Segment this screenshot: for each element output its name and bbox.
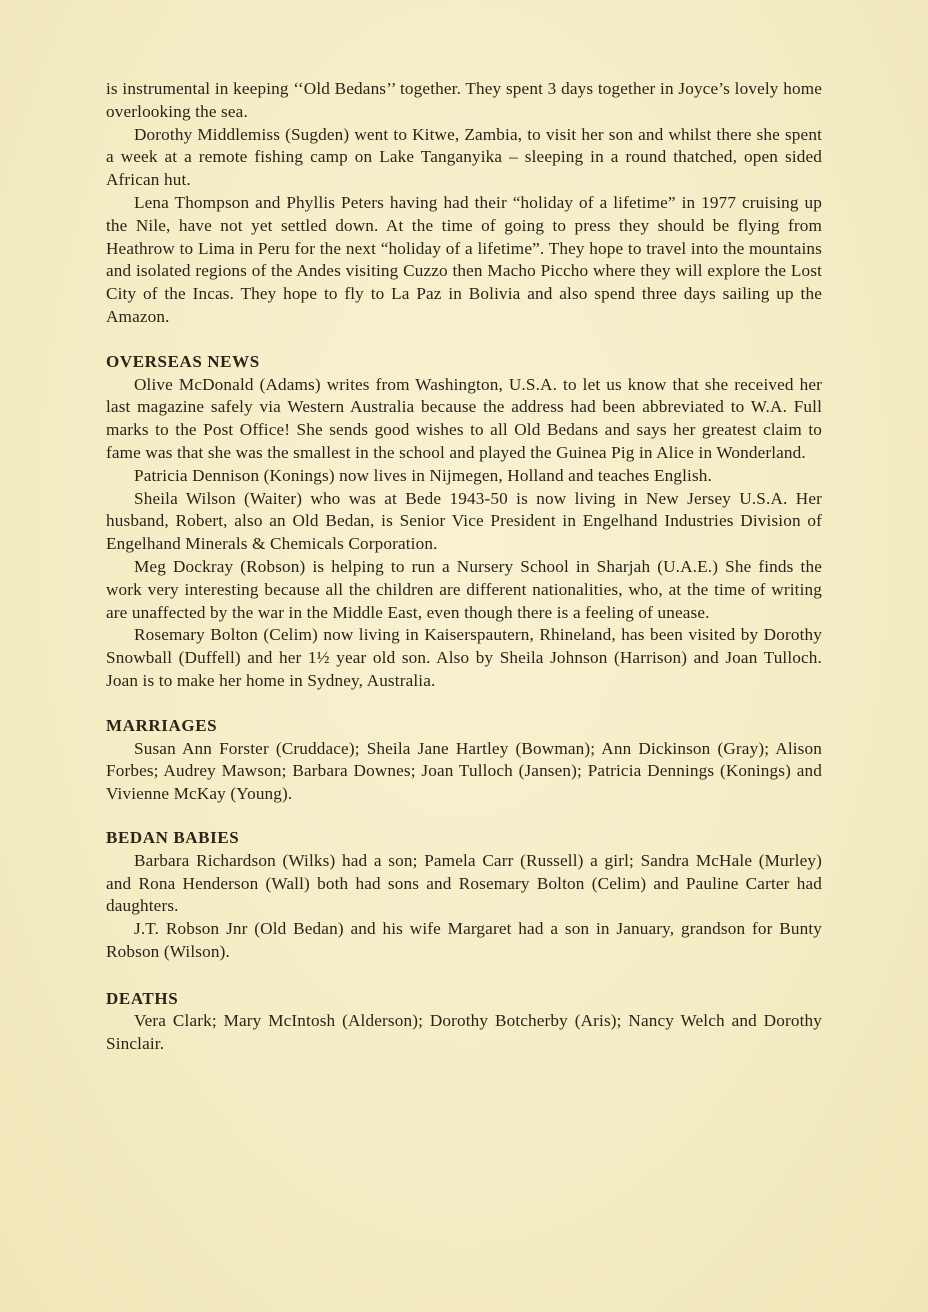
deaths-section	[106, 988, 822, 1056]
section-heading: MARRIAGES	[106, 715, 218, 735]
marriages-section	[106, 715, 822, 806]
news-paragraph: Vera Clark; Mary McIntosh (Alderson); Dorothy Botcherby (Aris); Nancy Welch and Dorothy Sinclair.	[106, 1011, 822, 1054]
news-paragraph: Patricia Dennison (Konings) now lives in Nijmegen, Holland and teaches English.	[134, 465, 712, 485]
document-page	[106, 78, 822, 1056]
intro-paragraph: Dorothy Middlemiss (Sugden) went to Kitwe, Zambia, to visit her son and whilst there she spent a week at a remote fishing camp on Lake Tanganyika – sleeping in a round thatched, open sided African hut.	[106, 124, 822, 190]
section-heading: OVERSEAS NEWS	[106, 351, 260, 371]
news-paragraph: J.T. Robson Jnr (Old Bedan) and his wife Margaret had a son in January, grandson for Bunty Robson (Wilson).	[106, 919, 822, 961]
section-heading: BEDAN BABIES	[106, 827, 240, 847]
intro-section	[106, 78, 822, 329]
news-paragraph: Susan Ann Forster (Cruddace); Sheila Jane Hartley (Bowman); Ann Dickinson (Gray); Alison Forbes; Audrey Mawson; Barbara Downes; Joan Tulloch (Jansen); Patricia Dennings (Konings) and Vivienne McKay (Young).	[106, 738, 822, 804]
news-paragraph: Meg Dockray (Robson) is helping to run a Nursery School in Sharjah (U.A.E.) She finds the work very interesting because all the children are different nationalities, who, at the time of writing are unaffected by the war in the Middle East, even though there is a feeling of unease.	[106, 556, 822, 622]
bedan-babies-section	[106, 827, 822, 964]
news-paragraph: Barbara Richardson (Wilks) had a son; Pamela Carr (Russell) a girl; Sandra McHale (Murley) and Rona Henderson (Wall) both had sons and Rosemary Bolton (Celim) and Pauline Carter had daughters.	[106, 850, 822, 916]
overseas-news-section	[106, 351, 822, 693]
news-paragraph: Sheila Wilson (Waiter) who was at Bede 1943-50 is now living in New Jersey U.S.A. Her husband, Robert, also an Old Bedan, is Senior Vice President in Engelhand Industries Division of Engelhand Minerals & Chemicals Corporation.	[106, 488, 822, 554]
news-paragraph: Rosemary Bolton (Celim) now living in Kaiserspautern, Rhineland, has been visited by Dorothy Snowball (Duffell) and her 1½ year old son. Also by Sheila Johnson (Harrison) and Joan Tulloch. Joan is to make her home in Sydney, Australia.	[106, 625, 822, 690]
intro-paragraph: Lena Thompson and Phyllis Peters having had their “holiday of a lifetime” in 1977 cruising up the Nile, have not yet settled down. At the time of going to press they should be flying from Heathrow to Lima in Peru for the next “holiday of a lifetime”. They hope to travel into the mountains and isolated regions of the Andes visiting Cuzzo then Macho Piccho where they will explore the Lost City of the Incas. They hope to fly to La Paz in Bolivia and also spend three days sailing up the Amazon.	[106, 192, 822, 326]
news-paragraph: Olive McDonald (Adams) writes from Washington, U.S.A. to let us know that she received her last magazine safely via Western Australia because the address had been abbreviated to W.A. Full marks to the Post Office! She sends good wishes to all Old Bedans and says her greatest claim to fame was that she was the smallest in the school and played the Guinea Pig in Alice in Wonderland.	[106, 374, 822, 462]
intro-paragraph: is instrumental in keeping ‘‘Old Bedans’’ together. They spent 3 days together in Joyce’s lovely home overlooking the sea.	[106, 79, 822, 121]
section-heading: DEATHS	[106, 988, 179, 1008]
